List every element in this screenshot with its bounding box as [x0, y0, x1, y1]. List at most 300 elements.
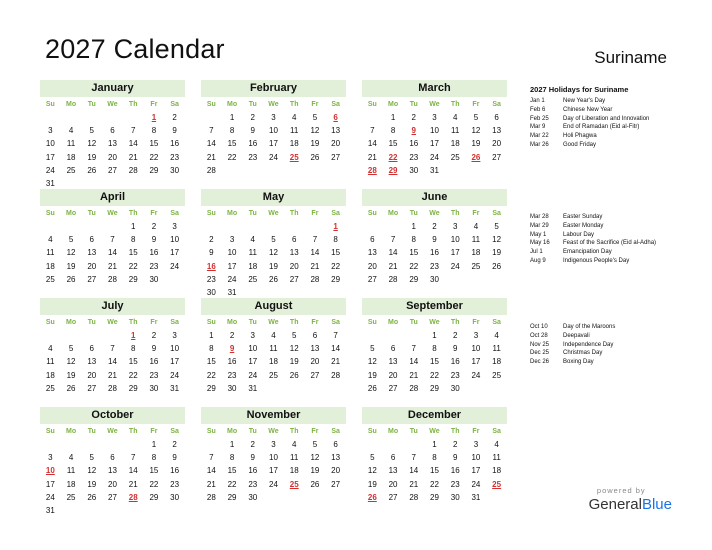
week-row	[201, 464, 346, 477]
calendar-day: 6	[110, 453, 115, 463]
calendar-day: 22	[331, 261, 341, 271]
calendar-day: 21	[310, 261, 320, 271]
calendar-day: 12	[87, 139, 97, 149]
calendar-day: 2	[172, 440, 177, 449]
holiday-date: Mar 9	[530, 124, 546, 131]
calendar-day: 10	[450, 235, 460, 245]
holiday-name: Easter Sunday	[563, 214, 603, 220]
weekday-header	[362, 208, 507, 220]
weekday-label: We	[107, 210, 118, 217]
holiday-name: Easter Monday	[563, 222, 604, 229]
calendar-day: 15	[227, 466, 237, 476]
weekday-label: Fr	[150, 210, 158, 217]
weekday-label: Su	[45, 319, 55, 326]
calendar-day: 3	[172, 222, 177, 231]
month-november	[201, 407, 346, 504]
calendar-day: 17	[227, 261, 237, 271]
calendar-day: 19	[310, 466, 320, 476]
empty-day	[362, 111, 383, 124]
empty-day	[123, 438, 144, 451]
weekday-header	[362, 317, 507, 329]
calendar-day: 26	[492, 261, 502, 271]
calendar-day: 7	[411, 344, 416, 354]
calendar-day: 25	[471, 261, 481, 271]
calendar-day: 20	[87, 370, 97, 380]
calendar-day: 27	[367, 274, 377, 284]
calendar-day: 23	[149, 370, 159, 380]
calendar-day: 10	[471, 453, 481, 463]
calendar-day: 23	[248, 152, 258, 162]
calendar-day: 25	[492, 370, 502, 380]
calendar-day: 28	[206, 492, 216, 502]
calendar-day: 12	[471, 126, 481, 136]
holiday-item	[530, 106, 705, 115]
calendar-day: 18	[66, 152, 76, 162]
calendar-day: 28	[108, 274, 117, 284]
calendar-day: 30	[149, 383, 159, 393]
holiday-item	[530, 239, 705, 248]
week-row	[201, 355, 346, 368]
weekday-header	[201, 426, 346, 438]
calendar-day: 8	[411, 235, 416, 245]
weekday-label: Tu	[409, 101, 418, 108]
calendar-day: 24	[450, 261, 460, 271]
month-name: July	[40, 298, 185, 315]
holiday-date: Mar 28	[530, 214, 549, 220]
calendar-day: 14	[206, 139, 216, 149]
week-row	[362, 220, 507, 233]
calendar-day: 7	[110, 235, 115, 245]
month-name: June	[362, 189, 507, 206]
week-row	[362, 464, 507, 477]
weekday-label: Sa	[170, 319, 179, 326]
weekday-label: Su	[206, 319, 216, 326]
calendar-day: 9	[250, 453, 255, 463]
weekday-label: We	[429, 101, 440, 108]
calendar-day: 20	[331, 466, 341, 476]
calendar-day: 14	[108, 248, 117, 258]
weekday-label: Sa	[492, 428, 501, 435]
calendar-day: 9	[172, 453, 177, 463]
weekday-label: Mo	[388, 101, 399, 108]
calendar-day: 4	[250, 235, 255, 245]
empty-day	[102, 111, 123, 124]
calendar-day: 25	[66, 492, 76, 502]
holiday-name: Indigenous People's Day	[563, 257, 630, 264]
calendar-day: 24	[269, 152, 278, 162]
calendar-day: 19	[289, 357, 299, 367]
weekday-label: Su	[45, 428, 55, 435]
holiday-item	[530, 248, 705, 257]
calendar-day: 23	[206, 274, 216, 284]
weekday-header	[362, 99, 507, 111]
month-name: October	[40, 407, 185, 424]
calendar-day: 1	[432, 440, 437, 449]
weekday-label: Fr	[311, 319, 319, 326]
calendar-day: 6	[89, 344, 94, 354]
calendar-day: 29	[409, 274, 419, 284]
calendar-day: 5	[370, 453, 375, 463]
holiday-list	[530, 85, 705, 150]
calendar-day: 22	[409, 261, 419, 271]
weekday-label: Sa	[492, 210, 501, 217]
calendar-day: 17	[269, 466, 278, 476]
holiday-item	[530, 213, 705, 222]
calendar-day: 18	[450, 139, 460, 149]
holiday-day: 26	[367, 492, 377, 502]
calendar-day: 10	[170, 235, 180, 245]
calendar-day: 29	[128, 274, 138, 284]
calendar-day: 7	[411, 453, 416, 463]
calendar-day: 17	[471, 357, 481, 367]
calendar-day: 2	[452, 331, 458, 340]
week-row	[201, 273, 346, 286]
calendar-day: 16	[149, 357, 159, 367]
holiday-date: May 1	[530, 231, 547, 238]
week-row	[362, 137, 507, 150]
calendar-day: 31	[170, 383, 180, 393]
week-row	[40, 478, 185, 491]
weekday-label: Mo	[388, 210, 399, 217]
calendar-day: 21	[108, 370, 117, 380]
calendar-day: 14	[388, 248, 398, 258]
holiday-name: Boxing Day	[563, 359, 594, 366]
holiday-day: 26	[471, 152, 481, 162]
calendar-day: 22	[227, 152, 237, 162]
calendar-day: 25	[45, 383, 55, 393]
calendar-day: 13	[388, 466, 398, 476]
weekday-label: Th	[128, 101, 138, 108]
weekday-label: We	[107, 319, 118, 326]
calendar-day: 20	[492, 139, 502, 149]
calendar-day: 8	[209, 344, 214, 354]
calendar-day: 2	[209, 235, 214, 245]
calendar-day: 27	[289, 274, 299, 284]
week-row	[40, 438, 185, 451]
week-row	[362, 329, 507, 342]
holiday-day: 25	[289, 479, 299, 489]
empty-day	[383, 438, 404, 451]
calendar-day: 4	[452, 113, 458, 122]
calendar-day: 13	[388, 357, 398, 367]
calendar-day: 17	[248, 357, 258, 367]
calendar-day: 3	[452, 222, 458, 231]
calendar-day: 23	[450, 479, 460, 489]
week-row	[201, 220, 346, 233]
weekday-label: Mo	[227, 210, 238, 217]
weekday-label: Sa	[331, 210, 340, 217]
empty-day	[362, 220, 383, 233]
calendar-day: 28	[388, 274, 398, 284]
calendar-day: 4	[291, 440, 297, 449]
week-row	[40, 491, 185, 504]
calendar-day: 7	[370, 126, 375, 136]
calendar-day: 13	[367, 248, 377, 258]
calendar-day: 1	[130, 222, 136, 231]
calendar-day: 8	[229, 453, 235, 463]
weekday-label: We	[107, 428, 118, 435]
holiday-item	[530, 97, 705, 106]
week-row	[362, 164, 507, 177]
calendar-day: 6	[110, 126, 115, 136]
calendar-day: 7	[209, 126, 214, 136]
calendar-day: 10	[170, 344, 180, 354]
calendar-day: 16	[248, 466, 258, 476]
calendar-day: 24	[248, 370, 258, 380]
holiday-item	[530, 332, 705, 341]
week-row	[201, 342, 346, 355]
weekday-label: Fr	[472, 319, 480, 326]
holiday-name: Deepavali	[563, 332, 590, 339]
holiday-date: Dec 25	[530, 350, 550, 357]
calendar-day: 5	[312, 440, 318, 449]
weekday-label: Tu	[409, 210, 418, 217]
calendar-day: 8	[151, 126, 157, 136]
calendar-day: 19	[310, 139, 320, 149]
week-row	[201, 478, 346, 491]
weekday-label: Fr	[150, 319, 158, 326]
calendar-day: 18	[66, 479, 76, 489]
month-name: January	[40, 80, 185, 97]
calendar-day: 3	[250, 331, 255, 340]
weekday-label: Sa	[170, 101, 179, 108]
weekday-label: Th	[450, 101, 460, 108]
footer-brand	[589, 486, 672, 513]
calendar-day: 8	[390, 126, 396, 136]
brand-logo	[589, 496, 672, 513]
empty-day	[61, 329, 82, 342]
calendar-day: 30	[149, 274, 159, 284]
calendar-day: 14	[409, 357, 419, 367]
calendar-day: 27	[108, 165, 117, 175]
calendar-day: 24	[471, 370, 481, 380]
calendar-day: 6	[89, 235, 94, 245]
empty-day	[201, 220, 222, 233]
calendar-day: 5	[89, 126, 94, 136]
calendar-day: 21	[409, 370, 419, 380]
calendar-day: 27	[87, 383, 97, 393]
calendar-day: 15	[206, 357, 216, 367]
calendar-day: 27	[388, 492, 398, 502]
calendar-day: 6	[333, 440, 338, 449]
week-row	[362, 369, 507, 382]
page-title: 2027 Calendar	[45, 34, 225, 64]
calendar-day: 31	[45, 178, 55, 188]
weekday-label: Fr	[472, 101, 480, 108]
week-row	[362, 451, 507, 464]
week-row	[201, 451, 346, 464]
week-row	[40, 382, 185, 395]
weekday-header	[40, 426, 185, 438]
calendar-day: 25	[450, 152, 460, 162]
empty-day	[102, 220, 123, 233]
calendar-day: 21	[206, 479, 216, 489]
empty-day	[242, 220, 263, 233]
empty-day	[403, 438, 424, 451]
month-august	[201, 298, 346, 395]
calendar-day: 28	[310, 274, 320, 284]
holiday-day: 9	[411, 126, 416, 136]
weekday-label: Sa	[331, 319, 340, 326]
calendar-day: 20	[388, 479, 398, 489]
calendar-day: 5	[89, 453, 94, 463]
calendar-day: 26	[310, 152, 320, 162]
calendar-day: 23	[409, 152, 419, 162]
calendar-day: 7	[130, 453, 136, 463]
calendar-day: 10	[430, 126, 439, 136]
empty-day	[201, 111, 222, 124]
calendar-day: 16	[149, 248, 159, 258]
empty-day	[383, 329, 404, 342]
weekday-label: Sa	[492, 319, 501, 326]
weekday-label: Fr	[311, 428, 319, 435]
calendar-day: 17	[170, 248, 180, 258]
calendar-day: 19	[492, 248, 502, 258]
calendar-day: 20	[331, 139, 341, 149]
calendar-day: 15	[409, 248, 419, 258]
holiday-item	[530, 349, 705, 358]
month-february	[201, 80, 346, 177]
month-september	[362, 298, 507, 395]
calendar-day: 29	[430, 383, 439, 393]
calendar-day: 4	[68, 126, 74, 136]
month-july	[40, 298, 185, 395]
calendar-day: 17	[269, 139, 278, 149]
calendar-day: 29	[206, 383, 216, 393]
holiday-day: 28	[367, 165, 377, 175]
week-row	[201, 137, 346, 150]
calendar-day: 6	[390, 453, 396, 463]
month-name: February	[201, 80, 346, 97]
calendar-day: 2	[172, 113, 177, 122]
weekday-label: Mo	[66, 210, 77, 217]
calendar-day: 17	[450, 248, 460, 258]
holiday-item	[530, 341, 705, 350]
calendar-day: 11	[471, 235, 481, 245]
calendar-day: 13	[492, 126, 502, 136]
calendar-day: 2	[229, 331, 235, 340]
calendar-day: 23	[227, 370, 237, 380]
calendar-day: 24	[227, 274, 237, 284]
weekday-label: Fr	[311, 101, 319, 108]
calendar-day: 1	[432, 331, 437, 340]
calendar-day: 5	[473, 113, 479, 122]
weekday-label: We	[429, 210, 440, 217]
weekday-label: Fr	[150, 428, 158, 435]
week-row	[40, 220, 185, 233]
calendar-day: 10	[248, 344, 258, 354]
calendar-day: 11	[46, 248, 55, 258]
calendar-day: 18	[269, 357, 278, 367]
week-row	[201, 369, 346, 382]
week-row	[362, 478, 507, 491]
calendar-day: 11	[451, 126, 460, 136]
calendar-day: 16	[170, 466, 180, 476]
holiday-name: Holi Phagwa	[563, 133, 597, 140]
holiday-date: Mar 22	[530, 133, 549, 140]
calendar-day: 7	[312, 235, 318, 245]
weekday-label: Th	[289, 319, 299, 326]
calendar-day: 29	[128, 383, 138, 393]
calendar-day: 25	[45, 274, 55, 284]
calendar-day: 30	[409, 165, 419, 175]
week-row	[40, 151, 185, 164]
calendar-day: 7	[390, 235, 396, 245]
week-row	[201, 124, 346, 137]
calendar-day: 3	[48, 453, 53, 463]
calendar-day: 16	[450, 466, 460, 476]
weekday-label: Su	[367, 210, 377, 217]
weekday-label: Fr	[472, 210, 480, 217]
weekday-label: Sa	[331, 428, 340, 435]
weekday-label: Tu	[248, 101, 257, 108]
calendar-day: 22	[206, 370, 216, 380]
weekday-header	[201, 99, 346, 111]
holiday-day: 25	[492, 479, 502, 489]
week-row	[201, 233, 346, 246]
calendar-day: 21	[388, 261, 398, 271]
calendar-day: 10	[227, 248, 237, 258]
calendar-day: 22	[149, 479, 159, 489]
holiday-item	[530, 358, 705, 367]
calendar-day: 3	[271, 440, 276, 449]
week-row	[201, 111, 346, 124]
holiday-name: New Year's Day	[563, 98, 606, 104]
holiday-day: 25	[289, 152, 299, 162]
week-row	[362, 491, 507, 504]
calendar-day: 29	[149, 165, 159, 175]
calendar-day: 20	[310, 357, 320, 367]
calendar-day: 24	[45, 165, 55, 175]
holiday-name: Christmas Day	[563, 350, 603, 357]
calendar-day: 19	[66, 261, 76, 271]
calendar-day: 13	[289, 248, 299, 258]
calendar-day: 11	[492, 344, 501, 354]
weekday-label: Sa	[170, 210, 179, 217]
calendar-day: 13	[108, 139, 117, 149]
weekday-label: Tu	[87, 319, 96, 326]
calendar-day: 14	[206, 466, 216, 476]
calendar-day: 2	[452, 440, 458, 449]
empty-day	[362, 329, 383, 342]
calendar-day: 15	[149, 139, 159, 149]
holiday-list	[530, 323, 705, 367]
calendar-day: 31	[430, 165, 439, 175]
weekday-label: Su	[206, 428, 216, 435]
empty-day	[263, 220, 284, 233]
calendar-day: 11	[66, 139, 76, 149]
weekday-label: Su	[206, 210, 216, 217]
week-row	[201, 246, 346, 259]
calendar-day: 7	[333, 331, 338, 340]
holiday-name: Day of Liberation and Innovation	[563, 115, 650, 122]
weekday-label: Fr	[150, 101, 158, 108]
calendar-day: 7	[110, 344, 115, 354]
holiday-day: 6	[333, 113, 338, 122]
weekday-label: Mo	[227, 319, 238, 326]
empty-day	[81, 220, 102, 233]
holiday-item	[530, 257, 705, 266]
weekday-label: Sa	[492, 101, 501, 108]
week-row	[40, 246, 185, 259]
calendar-day: 29	[149, 492, 159, 502]
calendar-day: 22	[430, 479, 439, 489]
calendar-day: 19	[269, 261, 278, 271]
calendar-day: 21	[206, 152, 216, 162]
weekday-label: Th	[289, 210, 299, 217]
weekday-label: Su	[367, 319, 377, 326]
calendar-day: 30	[227, 383, 237, 393]
